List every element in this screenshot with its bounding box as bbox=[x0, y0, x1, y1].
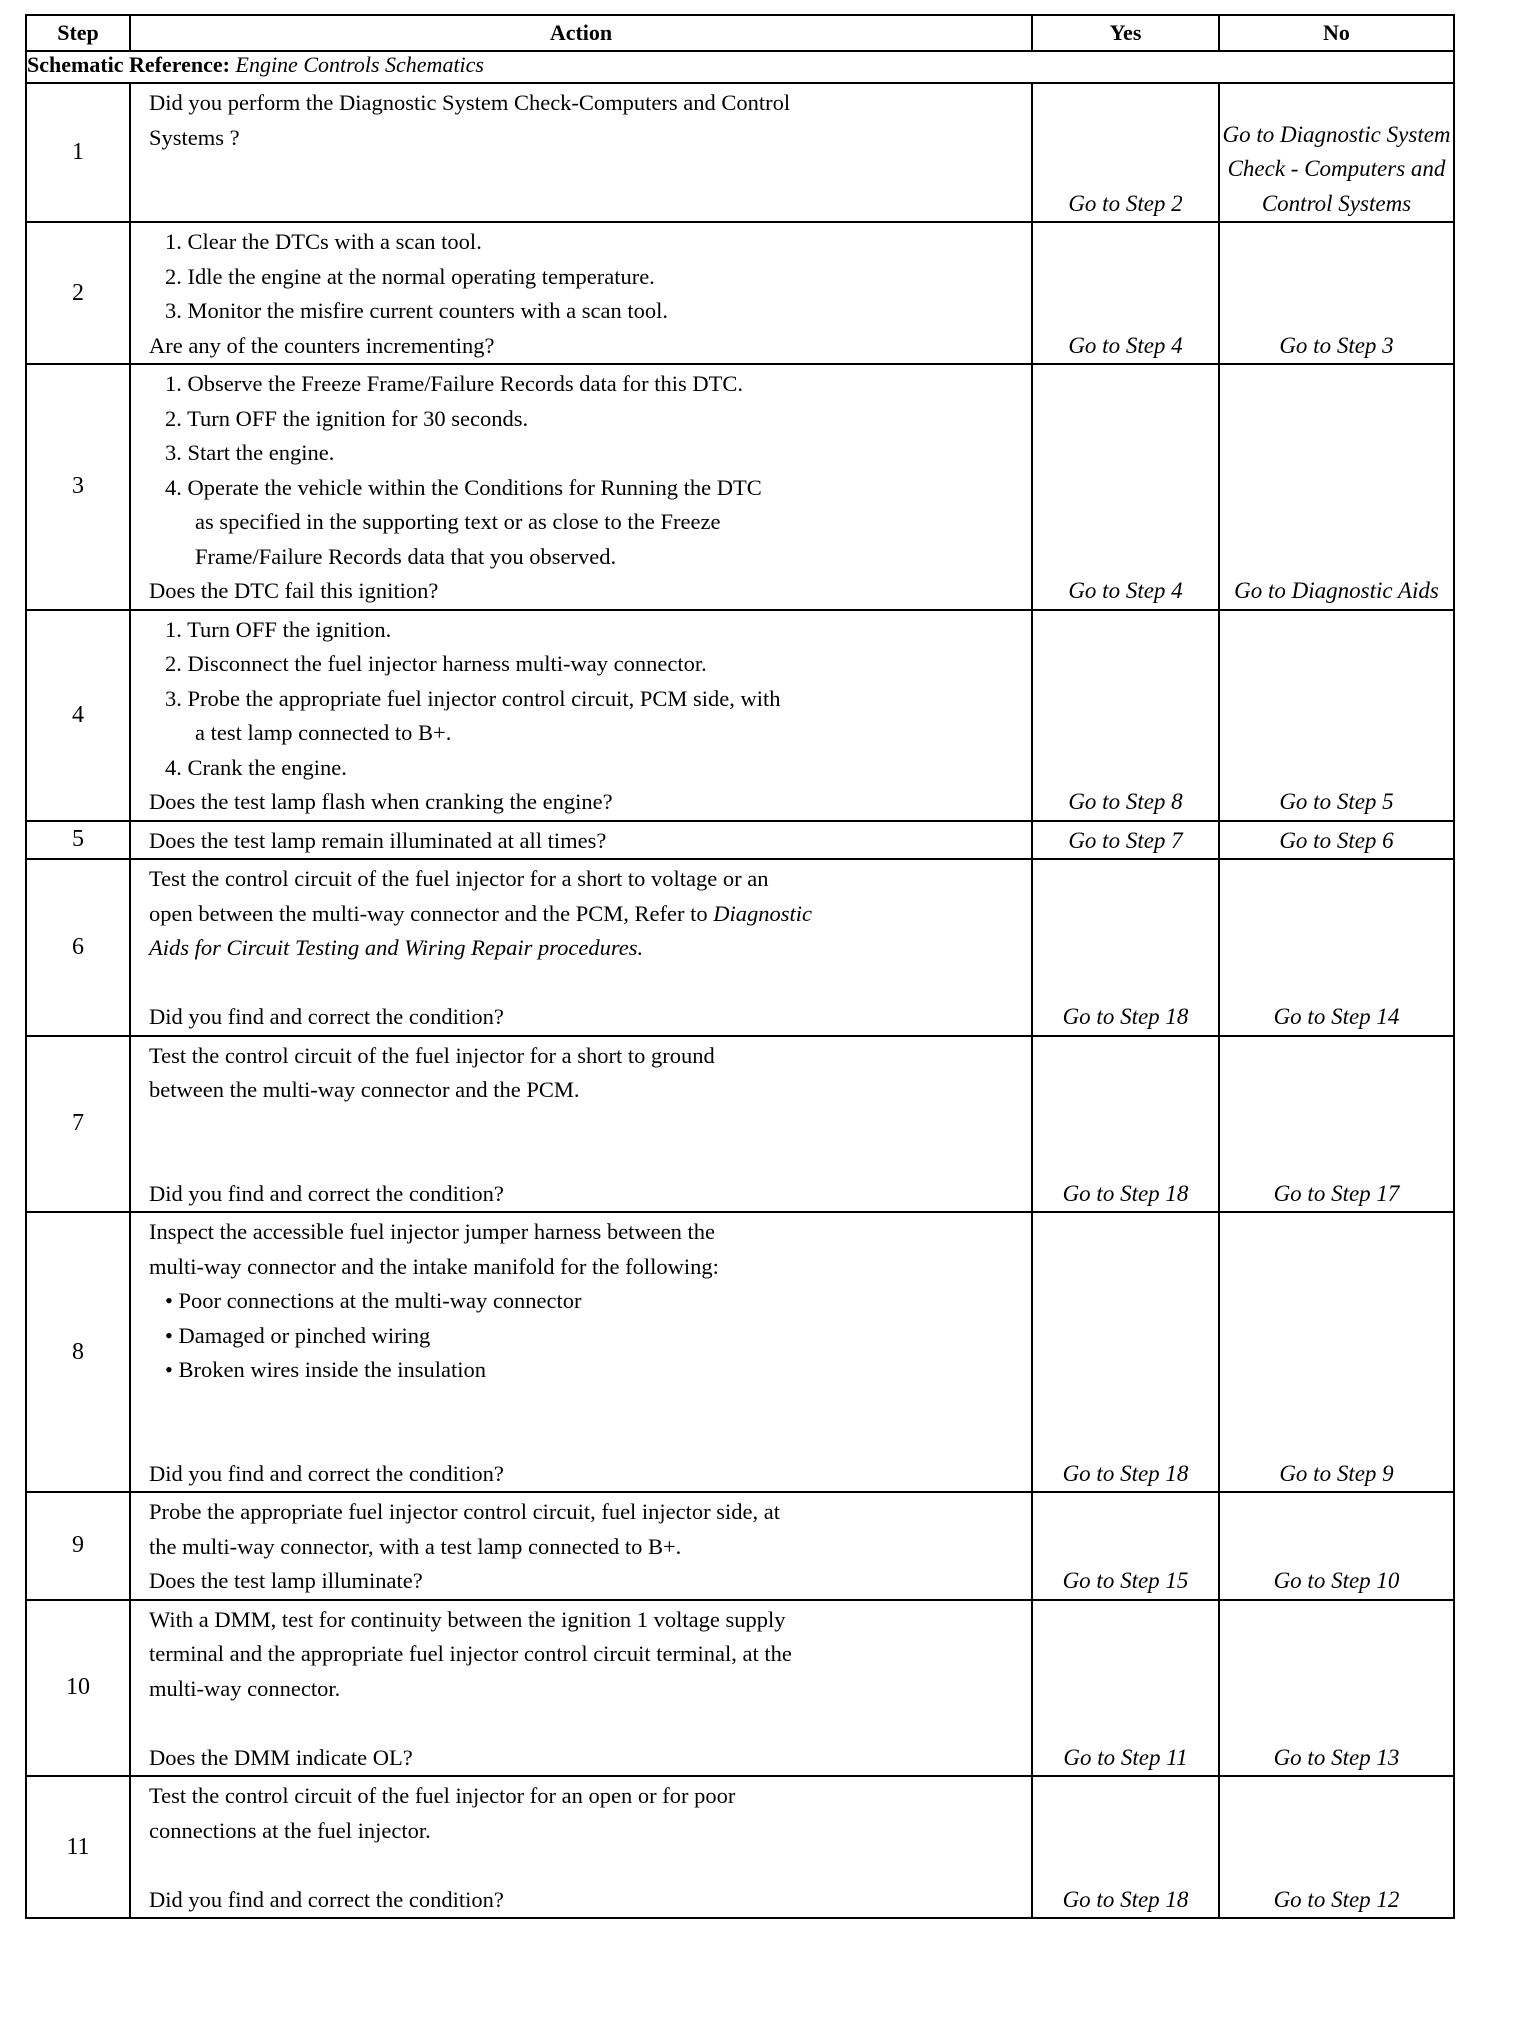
table-row bbox=[26, 83, 1454, 222]
no-link-line: Control Systems bbox=[1261, 190, 1412, 216]
action-cell bbox=[130, 364, 1032, 610]
no-link-line: Diagnostic Aids bbox=[1291, 578, 1439, 603]
yes-link[interactable]: Go to Step 18 bbox=[1032, 1212, 1219, 1492]
table-row bbox=[26, 859, 1454, 1036]
bullet-text: Poor connections at the multi-way connector bbox=[178, 1288, 582, 1313]
header-no: No bbox=[1219, 15, 1454, 51]
yes-link[interactable]: Go to Step 15 bbox=[1032, 1492, 1219, 1600]
step-number: 6 bbox=[26, 859, 130, 1036]
action-line: connections at the fuel injector. bbox=[149, 1817, 431, 1843]
bullet-text: Broken wires inside the insulation bbox=[178, 1357, 486, 1382]
header-row bbox=[26, 15, 1454, 51]
step-number: 7 bbox=[26, 1036, 130, 1213]
action-cell bbox=[130, 1600, 1032, 1777]
table-row bbox=[26, 1212, 1454, 1492]
bullet-item: • Poor connections at the multi-way connector bbox=[165, 1288, 582, 1313]
step-number: 10 bbox=[26, 1600, 130, 1777]
action-line: 1. Clear the DTCs with a scan tool. bbox=[165, 229, 482, 254]
no-link[interactable]: Go to Step 5 bbox=[1219, 610, 1454, 821]
action-line: With a DMM, test for continuity between the ignition 1 voltage supply bbox=[149, 1606, 786, 1632]
spacer bbox=[149, 966, 1013, 1001]
no-link-line: Computers and bbox=[1304, 156, 1446, 181]
yes-link[interactable]: Go to Step 2 bbox=[1032, 83, 1219, 222]
action-line: Probe the appropriate fuel injector control circuit, fuel injector side, at bbox=[149, 1499, 781, 1524]
no-link[interactable]: Go to Step 9 bbox=[1219, 1212, 1454, 1492]
table-row bbox=[26, 222, 1454, 364]
no-link-line: Go to Diagnostic bbox=[1222, 121, 1381, 147]
action-line: 2. Turn OFF the ignition for 30 seconds. bbox=[165, 405, 529, 431]
action-line: 4. Operate the vehicle within the Conditions for Running the DTC bbox=[165, 474, 762, 500]
action-line: Test the control circuit of the fuel injector for a short to ground bbox=[149, 1042, 715, 1068]
action-question: Does the DMM indicate OL? bbox=[149, 1744, 413, 1770]
step-number: 11 bbox=[26, 1776, 130, 1918]
action-line bbox=[149, 931, 1013, 966]
step-number: 8 bbox=[26, 1212, 130, 1492]
bullet-text: Damaged or pinched wiring bbox=[178, 1322, 431, 1348]
step-number: 3 bbox=[26, 364, 130, 610]
yes-link[interactable]: Go to Step 4 bbox=[1032, 364, 1219, 610]
action-line: between the multi-way connector and the PCM. bbox=[149, 1077, 580, 1102]
yes-link[interactable]: Go to Step 18 bbox=[1032, 1776, 1219, 1918]
bullet-item: • Broken wires inside the insulation bbox=[165, 1357, 486, 1382]
action-text: open between the multi-way connector and the PCM, Refer to bbox=[149, 900, 708, 926]
no-link[interactable]: Go to Step 3 bbox=[1219, 222, 1454, 364]
action-line: Test the control circuit of the fuel injector for an open or for poor bbox=[149, 1783, 736, 1808]
action-question: Did you find and correct the condition? bbox=[149, 1180, 504, 1206]
diagnostic-aids-link[interactable]: Aids for Circuit Testing and Wiring Repair procedures. bbox=[149, 935, 644, 960]
header-yes: Yes bbox=[1032, 15, 1219, 51]
action-cell bbox=[130, 1036, 1032, 1213]
action-line: 1. Observe the Freeze Frame/Failure Records data for this DTC. bbox=[165, 371, 743, 396]
action-cell bbox=[130, 859, 1032, 1036]
header-step: Step bbox=[26, 15, 130, 51]
action-cell bbox=[130, 1492, 1032, 1600]
no-link[interactable]: Go to Step 12 bbox=[1219, 1776, 1454, 1918]
spacer bbox=[149, 1142, 1013, 1177]
step-number: 2 bbox=[26, 222, 130, 364]
action-line: 3. Probe the appropriate fuel injector control circuit, PCM side, with bbox=[165, 685, 781, 711]
action-question: Are any of the counters incrementing? bbox=[149, 332, 495, 358]
action-line: 1. Turn OFF the ignition. bbox=[165, 616, 392, 642]
step-number: 4 bbox=[26, 610, 130, 821]
action-line: 3. Start the engine. bbox=[165, 440, 335, 465]
no-link[interactable]: Go to Step 17 bbox=[1219, 1036, 1454, 1213]
action-line: Did you perform the Diagnostic System Check-Computers and Control bbox=[149, 90, 791, 115]
step-number: 5 bbox=[26, 821, 130, 860]
action-line: Frame/Failure Records data that you observed. bbox=[195, 543, 617, 569]
action-line: Test the control circuit of the fuel injector for a short to voltage or an bbox=[149, 866, 769, 891]
action-cell bbox=[130, 610, 1032, 821]
action-question: Did you find and correct the condition? bbox=[149, 1886, 504, 1912]
schematic-reference-label: Schematic Reference: bbox=[27, 52, 230, 77]
no-link[interactable] bbox=[1219, 83, 1454, 222]
spacer bbox=[149, 1388, 1013, 1423]
table-row bbox=[26, 1036, 1454, 1213]
no-link[interactable]: Go to Step 10 bbox=[1219, 1492, 1454, 1600]
action-cell bbox=[130, 1776, 1032, 1918]
action-line: 3. Monitor the misfire current counters with a scan tool. bbox=[165, 298, 668, 323]
table-row bbox=[26, 821, 1454, 860]
yes-link[interactable]: Go to Step 8 bbox=[1032, 610, 1219, 821]
action-line: Systems ? bbox=[149, 124, 240, 150]
yes-link[interactable]: Go to Step 7 bbox=[1032, 821, 1219, 860]
action-question: Did you find and correct the condition? bbox=[149, 1460, 504, 1486]
table-row bbox=[26, 1492, 1454, 1600]
action-line: 2. Disconnect the fuel injector harness multi-way connector. bbox=[165, 651, 707, 676]
table-row bbox=[26, 1776, 1454, 1918]
action-line: 4. Crank the engine. bbox=[165, 754, 347, 780]
schematic-reference-row bbox=[26, 51, 1454, 83]
action-cell bbox=[130, 1212, 1032, 1492]
diagnostic-aids-link[interactable]: Diagnostic bbox=[713, 900, 812, 926]
step-number: 9 bbox=[26, 1492, 130, 1600]
no-link[interactable]: Go to Step 14 bbox=[1219, 859, 1454, 1036]
bullet-item: • Damaged or pinched wiring bbox=[165, 1322, 431, 1348]
no-link[interactable]: Go to Step 13 bbox=[1219, 1600, 1454, 1777]
spacer bbox=[149, 1108, 1013, 1143]
action-cell bbox=[130, 821, 1032, 860]
diagnostic-table bbox=[25, 14, 1455, 1919]
yes-link[interactable]: Go to Step 4 bbox=[1032, 222, 1219, 364]
no-link[interactable] bbox=[1219, 364, 1454, 610]
spacer bbox=[149, 1422, 1013, 1457]
action-line: as specified in the supporting text or as close to the Freeze bbox=[195, 509, 721, 534]
header-action: Action bbox=[130, 15, 1032, 51]
spacer bbox=[149, 1848, 1013, 1883]
action-line bbox=[149, 897, 1013, 932]
schematic-reference bbox=[26, 51, 1454, 83]
action-line: Inspect the accessible fuel injector jumper harness between the bbox=[149, 1219, 716, 1244]
yes-link[interactable]: Go to Step 18 bbox=[1032, 1036, 1219, 1213]
spacer bbox=[149, 1706, 1013, 1741]
action-line: multi-way connector and the intake manifold for the following: bbox=[149, 1253, 719, 1279]
action-line: 2. Idle the engine at the normal operating temperature. bbox=[165, 263, 655, 289]
step-number: 1 bbox=[26, 83, 130, 222]
action-question: Does the test lamp illuminate? bbox=[149, 1568, 423, 1593]
table-row bbox=[26, 364, 1454, 610]
no-link[interactable]: Go to Step 6 bbox=[1219, 821, 1454, 860]
action-cell bbox=[130, 83, 1032, 222]
yes-link[interactable]: Go to Step 11 bbox=[1032, 1600, 1219, 1777]
action-question: Does the test lamp remain illuminated at all times? bbox=[149, 827, 607, 853]
action-question: Did you find and correct the condition? bbox=[149, 1004, 504, 1029]
action-cell bbox=[130, 222, 1032, 364]
no-link-line: Go to bbox=[1234, 578, 1286, 603]
no-link-line: System Check - bbox=[1227, 121, 1451, 181]
action-line: the multi-way connector, with a test lamp connected to B+. bbox=[149, 1533, 682, 1559]
action-line: terminal and the appropriate fuel injector control circuit terminal, at the bbox=[149, 1641, 792, 1666]
action-line: multi-way connector. bbox=[149, 1675, 341, 1701]
table-row bbox=[26, 1600, 1454, 1777]
action-line: a test lamp connected to B+. bbox=[195, 720, 452, 745]
schematic-reference-value: Engine Controls Schematics bbox=[235, 52, 484, 77]
table-row bbox=[26, 610, 1454, 821]
yes-link[interactable]: Go to Step 18 bbox=[1032, 859, 1219, 1036]
action-question: Does the test lamp flash when cranking the engine? bbox=[149, 789, 613, 814]
action-question: Does the DTC fail this ignition? bbox=[149, 578, 439, 603]
